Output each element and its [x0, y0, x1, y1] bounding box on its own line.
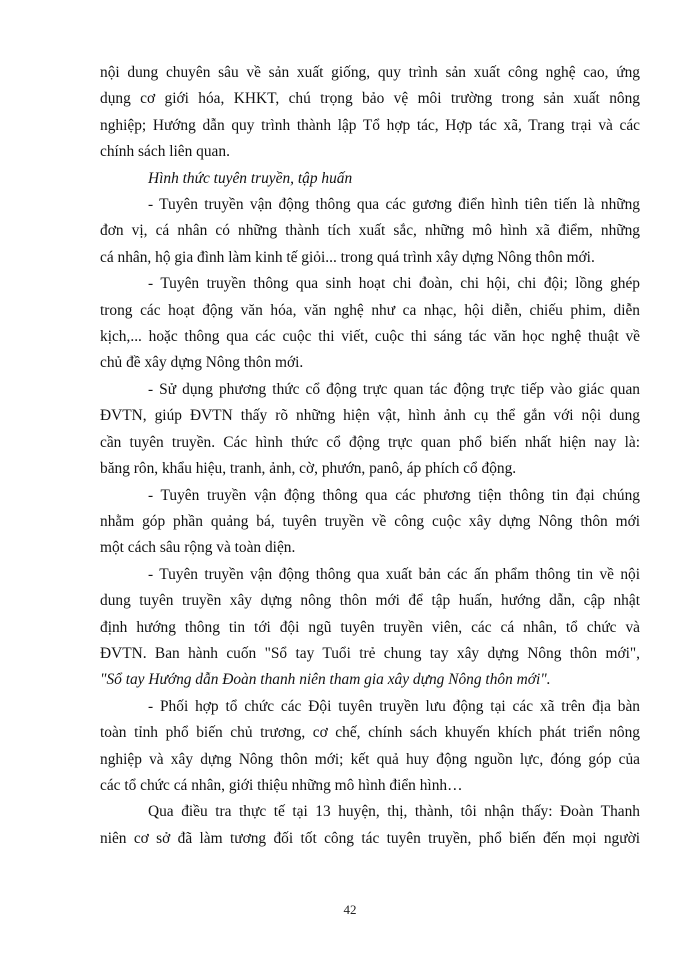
text-line: nhằm góp phần quảng bá, tuyên truyền về công cuộc xây dựng Nông thôn mới — [100, 512, 640, 530]
text-line: đơn vị, cá nhân có những thành tích xuất sắc, những mô hình xã điểm, những — [100, 222, 640, 240]
page-number: 42 — [343, 902, 357, 917]
text-line: Qua điều tra thực tế tại 13 huyện, thị, thành, tôi nhận thấy: Đoàn Thanh — [148, 803, 640, 821]
text-line: băng rôn, khẩu hiệu, tranh, ảnh, cờ, phướn, panô, áp phích cổ động. — [100, 460, 517, 478]
text-line: chính sách liên quan. — [100, 143, 230, 161]
text-line: - Tuyên truyền vận động thông qua các phương tiện thông tin đại chúng — [148, 486, 640, 504]
text-line: nghiệp; Hướng dẫn quy trình thành lập Tổ hợp tác, Hợp tác xã, Trang trại và các — [100, 116, 640, 134]
text-line: chủ đề xây dựng Nông thôn mới. — [100, 354, 304, 372]
body-text — [100, 60, 640, 852]
text-line: định hướng thông tin tới đội ngũ tuyên truyền viên, các cá nhân, tổ chức và — [100, 618, 640, 636]
text-line: - Sử dụng phương thức cổ động trực quan tác động trực tiếp vào giác quan — [148, 380, 640, 398]
text-line: trong các hoạt động văn hóa, văn nghệ như ca nhạc, hội diễn, chiếu phim, diễn — [100, 301, 640, 319]
text-line: một cách sâu rộng và toàn diện. — [100, 539, 296, 557]
text-line: - Tuyên truyền vận động thông qua xuất bản các ấn phẩm thông tin về nội — [148, 565, 640, 583]
text-line: cần tuyên truyền. Các hình thức cổ động trực quan phổ biến nhất hiện nay là: — [100, 433, 640, 451]
text-line: ĐVTN. Ban hành cuốn "Sổ tay Tuổi trẻ chung tay xây dựng Nông thôn mới", — [100, 644, 640, 662]
text-line: cá nhân, hộ gia đình làm kinh tế giỏi... trong quá trình xây dựng Nông thôn mới. — [100, 248, 595, 266]
text-line: nghiệp và xây dựng Nông thôn mới; kết quả huy động nguồn lực, đóng góp của — [100, 750, 640, 768]
text-line: "Sổ tay Hướng dẫn Đoàn thanh niên tham gia xây dựng Nông thôn mới". — [100, 671, 551, 689]
text-line: dụng cơ giới hóa, KHKT, chú trọng bảo vệ môi trường trong sản xuất nông — [100, 90, 640, 108]
text-line: - Tuyên truyền thông qua sinh hoạt chi đoàn, chi hội, chi đội; lồng ghép — [148, 275, 640, 293]
text-line: - Tuyên truyền vận động thông qua các gương điển hình tiên tiến là những — [148, 196, 640, 214]
section-subheading: Hình thức tuyên truyền, tập huấn — [148, 169, 353, 187]
text-line: nội dung chuyên sâu về sản xuất giống, quy trình sản xuất công nghệ cao, ứng — [100, 64, 640, 81]
text-line: niên cơ sở đã làm tương đối tốt công tác tuyên truyền, phổ biến đến mọi người — [100, 829, 640, 847]
text-line: toàn tỉnh phổ biến chủ trương, cơ chế, chính sách khuyến khích phát triển nông — [100, 724, 640, 742]
text-line: các tổ chức cá nhân, giới thiệu những mô hình điển hình… — [100, 776, 463, 794]
text-line: - Phối hợp tổ chức các Đội tuyên truyền lưu động tại các xã trên địa bàn — [148, 697, 640, 715]
text-line: dung tuyên truyền xây dựng nông thôn mới để tập huấn, hướng dẫn, cập nhật — [100, 592, 640, 610]
text-line: ĐVTN, giúp ĐVTN thấy rõ những hiện vật, hình ảnh cụ thể gắn với nội dung — [100, 407, 640, 425]
text-line: kịch,... hoặc thông qua các cuộc thi viết, cuộc thi sáng tác văn học nghệ thuật về — [100, 328, 640, 346]
